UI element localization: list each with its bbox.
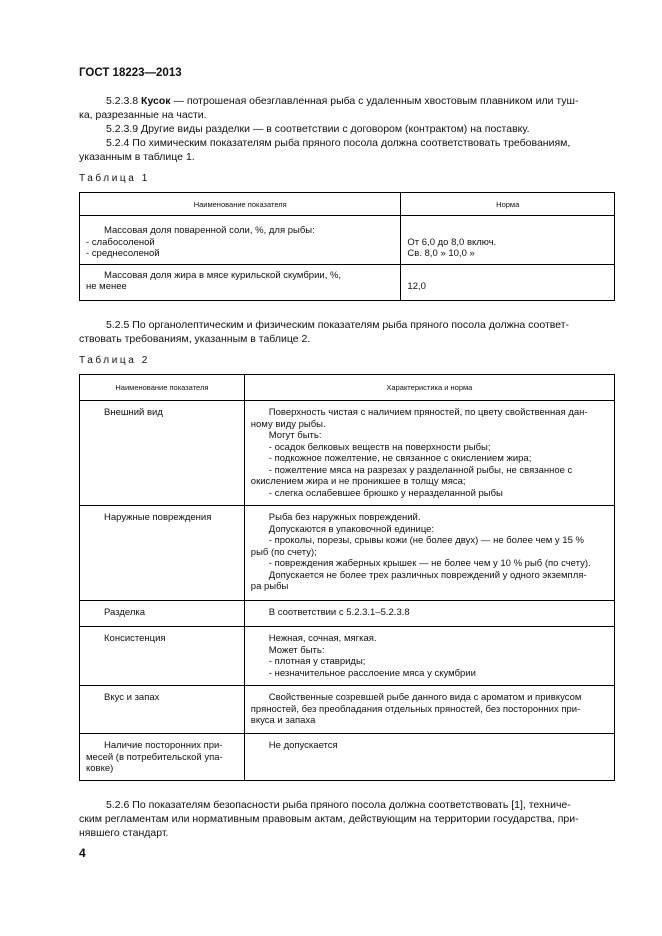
table2-cell-char bbox=[244, 686, 614, 734]
paragraph-5-2-6: 5.2.6 По показателям безопасности рыба пряного посола должна соответствовать [1], техниче- bbox=[106, 799, 571, 811]
cell-line: Консистенция bbox=[104, 633, 166, 644]
clause-number: 5.2.3.8 bbox=[106, 95, 139, 107]
paragraph-block-3 bbox=[79, 798, 614, 840]
table-row bbox=[80, 686, 615, 734]
table-row bbox=[80, 601, 615, 627]
page-header-title: ГОСТ 18223—2013 bbox=[79, 67, 182, 79]
paragraph-5-2-5: 5.2.5 По органолептическим и физическим показателям рыба пряного посола должна соответ- bbox=[106, 319, 570, 331]
cell-line: Разделка bbox=[104, 607, 146, 618]
cell-line: Допускаются в упаковочной единице: bbox=[268, 523, 435, 535]
cell-line: Свойственные созревшей рыбе данного вида с ароматом и привкусом bbox=[268, 692, 582, 703]
term-definition: — потрошеная обезглавленная рыба с удаленным хвостовым плавником или туш- bbox=[170, 95, 579, 107]
cell-line: - повреждения жаберных крышек — не более чем у 10 % рыб (по счету). bbox=[268, 558, 591, 569]
table1-cell-name bbox=[80, 264, 401, 300]
paragraph-5-2-4: 5.2.4 По химическим показателям рыба пряного посола должна соответствовать требованиям, bbox=[106, 137, 571, 149]
cell-line: Вкус и запах bbox=[104, 692, 160, 703]
paragraph-5-2-3-9: 5.2.3.9 Другие виды разделки — в соответствии с договором (контрактом) на поставку. bbox=[106, 123, 530, 135]
cell-line: Рыба без наружных повреждений. bbox=[268, 512, 421, 523]
cell-line: окислением жира и не проникшее в толщу мяса; bbox=[250, 476, 466, 487]
cell-line bbox=[407, 225, 608, 237]
cell-line: Наличие посторонних при- bbox=[104, 740, 223, 751]
table2-cell-name bbox=[80, 506, 245, 601]
cell-line: Св. 8,0 » 10,0 » bbox=[407, 248, 475, 259]
table1-header-name: Наименование показателя bbox=[80, 193, 401, 216]
table2-cell-char bbox=[244, 734, 614, 781]
table2-header-char: Характеристика и норма bbox=[244, 375, 614, 401]
cell-line: Не допускается bbox=[268, 740, 338, 751]
cell-line: - проколы, порезы, срывы кожи (не более двух) — не более чем у 15 % bbox=[268, 535, 584, 546]
cell-line: Могут быть: bbox=[268, 430, 322, 441]
table2-cell-name bbox=[80, 734, 245, 781]
paragraph-block-2 bbox=[79, 318, 614, 346]
cell-line: 12,0 bbox=[407, 281, 426, 292]
cell-line: - слегка ослабевшее брюшко у неразделанной рыбы bbox=[268, 487, 503, 499]
cell-line: В соответствии с 5.2.3.1–5.2.3.8 bbox=[268, 607, 410, 618]
cell-line: От 6,0 до 8,0 включ. bbox=[407, 236, 497, 248]
cell-line: - слабосоленой bbox=[86, 236, 155, 248]
table2-cell-char bbox=[244, 601, 614, 627]
cell-line: пряностей, без преобладания отдельных пряностей, без посторонних при- bbox=[250, 703, 581, 715]
table-row bbox=[80, 401, 615, 506]
cell-line: не менее bbox=[86, 281, 127, 292]
table2-cell-char bbox=[244, 627, 614, 686]
cell-line: - пожелтение мяса на разрезах у разделанной рыбы, не связанное с bbox=[268, 464, 573, 476]
table1-header-norm: Норма bbox=[401, 193, 615, 216]
table1-cell-norm bbox=[401, 216, 615, 265]
cell-line: ковке) bbox=[86, 763, 114, 774]
paragraph-5-2-3-8-cont: ка, разрезанные на части. bbox=[79, 109, 207, 121]
cell-line: Внешний вид bbox=[104, 407, 163, 418]
table-2 bbox=[79, 374, 615, 781]
paragraph-5-2-3-8 bbox=[79, 94, 614, 108]
page-number: 4 bbox=[79, 846, 86, 860]
table1-cell-name bbox=[80, 216, 401, 265]
table-row bbox=[80, 734, 615, 781]
cell-line: Поверхность чистая с наличием пряностей, по цвету свойственная дан- bbox=[268, 407, 588, 418]
table-row bbox=[80, 216, 615, 265]
paragraph-5-2-5-cont: ствовать требованиям, указанным в таблице 2. bbox=[79, 333, 311, 345]
cell-line: - осадок белковых веществ на поверхности рыбы; bbox=[268, 441, 491, 453]
table2-cell-name bbox=[80, 401, 245, 506]
cell-line: - плотная у ставриды; bbox=[268, 656, 366, 667]
cell-line: Допускается не более трех различных повреждений у одного экземпля- bbox=[268, 569, 587, 581]
table2-cell-name bbox=[80, 601, 245, 627]
table2-cell-char bbox=[244, 506, 614, 601]
table2-cell-name bbox=[80, 686, 245, 734]
cell-line: ному виду рыбы. bbox=[250, 418, 326, 430]
table-row bbox=[80, 264, 615, 300]
term-bold: Кусок bbox=[141, 95, 171, 107]
cell-line: Нежная, сочная, мягкая. bbox=[268, 633, 377, 644]
cell-line: Может быть: bbox=[268, 644, 325, 656]
paragraph-5-2-6-cont: ским регламентам или нормативным правовым актам, действующим на территории государства, при- bbox=[79, 813, 579, 825]
paragraph-5-2-4-cont: указанным в таблице 1. bbox=[79, 151, 195, 163]
paragraph-5-2-6-cont2: нявшего стандарт. bbox=[79, 827, 169, 839]
cell-line: месей (в потребительской упа- bbox=[86, 751, 223, 763]
cell-line: Наружные повреждения bbox=[104, 512, 212, 523]
cell-line: - подкожное пожелтение, не связанное с окислением жира; bbox=[268, 453, 532, 464]
cell-line: - среднесоленой bbox=[86, 248, 160, 259]
table2-caption: Таблица 2 bbox=[79, 355, 150, 366]
paragraph-block-1 bbox=[79, 94, 614, 164]
table2-cell-name bbox=[80, 627, 245, 686]
table2-cell-char bbox=[244, 401, 614, 506]
table2-header-name: Наименование показателя bbox=[80, 375, 245, 401]
cell-line: вкуса и запаха bbox=[250, 715, 316, 726]
cell-line: рыб (по счету); bbox=[250, 546, 317, 558]
table1-caption: Таблица 1 bbox=[79, 173, 150, 184]
table-row bbox=[80, 627, 615, 686]
table-row bbox=[80, 506, 615, 601]
cell-line: Массовая доля поваренной соли, %, для рыбы: bbox=[104, 225, 315, 236]
cell-line: ра рыбы bbox=[250, 581, 289, 592]
table1-cell-norm bbox=[401, 264, 615, 300]
cell-line bbox=[407, 270, 608, 282]
cell-line: Массовая доля жира в мясе курильской скумбрии, %, bbox=[104, 269, 342, 281]
cell-line: - незначительное расслоение мяса у скумбрии bbox=[268, 667, 476, 679]
table-1 bbox=[79, 192, 615, 301]
